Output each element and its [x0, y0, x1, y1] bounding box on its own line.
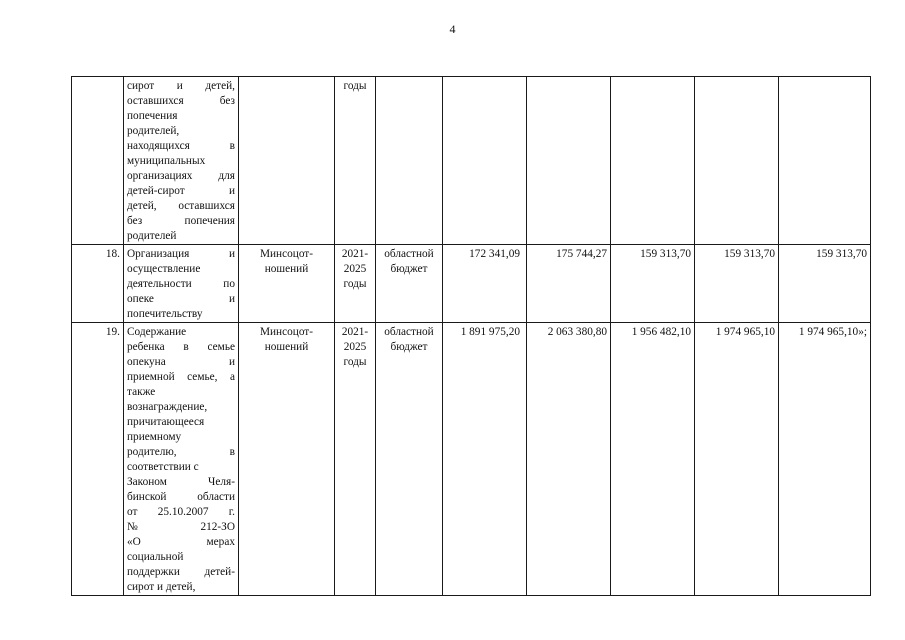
description-line: Законом Челя- [127, 476, 235, 488]
executor-line: Минсоцот- [259, 326, 314, 338]
description-line: причитающееся [127, 416, 205, 428]
description-line: попечения [127, 110, 178, 122]
table-row [72, 323, 871, 596]
amount-cell: 159 313,70 [611, 245, 695, 323]
description-line: родителей, [127, 125, 180, 137]
amount-cell [443, 77, 527, 245]
description-line: социальной [127, 551, 184, 563]
description-line: «О мерах [127, 536, 235, 548]
description-line: детей-сирот и [127, 185, 235, 197]
description-line: ребенка в семье [127, 341, 235, 353]
funding-source-line: бюджет [390, 263, 428, 275]
row-funding-source [376, 323, 443, 596]
executor-line: Минсоцот- [259, 248, 314, 260]
row-period [335, 245, 376, 323]
period-line: годы [343, 278, 367, 290]
description-line: опекуна и [127, 356, 235, 368]
row-description [124, 323, 239, 596]
description-line: родителю, в [127, 446, 235, 458]
amount-cell: 172 341,09 [443, 245, 527, 323]
description-line: деятельности по [127, 278, 235, 290]
description-line: Содержание [127, 326, 187, 338]
amount-cell: 175 744,27 [527, 245, 611, 323]
description-line: бинской области [127, 491, 235, 503]
description-line: приемной семье, а [127, 371, 235, 383]
description-line: осуществление [127, 263, 201, 275]
row-number: 19. [72, 323, 124, 596]
description-line: Организация и [127, 248, 235, 260]
page-number: 4 [449, 22, 456, 36]
funding-source-line: бюджет [390, 341, 428, 353]
funding-source-line: областной [384, 248, 434, 260]
executor-line: ношений [264, 341, 309, 353]
amount-cell: 1 974 965,10»; [779, 323, 871, 596]
row-funding-source [376, 245, 443, 323]
executor-line: ношений [264, 263, 309, 275]
row-number: 18. [72, 245, 124, 323]
row-executor [239, 245, 335, 323]
period-line: 2021- [341, 248, 369, 260]
description-line: попечительству [127, 308, 203, 320]
description-line: родителей [127, 230, 177, 242]
amount-cell: 159 313,70 [695, 245, 779, 323]
period-line: годы [343, 356, 367, 368]
description-line: находящихся в [127, 140, 235, 152]
row-funding-source [376, 77, 443, 245]
amount-cell: 159 313,70 [779, 245, 871, 323]
description-line: опеке и [127, 293, 235, 305]
amount-cell: 1 974 965,10 [695, 323, 779, 596]
period-line: 2025 [343, 341, 367, 353]
row-period [335, 77, 376, 245]
table-body [72, 77, 871, 596]
amount-cell: 2 063 380,80 [527, 323, 611, 596]
row-executor [239, 77, 335, 245]
amount-cell [611, 77, 695, 245]
description-line: организациях для [127, 170, 235, 182]
row-description [124, 245, 239, 323]
description-line: № 212-ЗО [127, 521, 235, 533]
description-line: сирот и детей, [127, 581, 196, 593]
description-line: сирот и детей, [127, 80, 235, 92]
funding-source-line: областной [384, 326, 434, 338]
description-line: соответствии с [127, 461, 199, 473]
description-line: от 25.10.2007 г. [127, 506, 235, 518]
amount-cell [527, 77, 611, 245]
description-line: без попечения [127, 215, 235, 227]
row-period [335, 323, 376, 596]
amount-cell: 1 956 482,10 [611, 323, 695, 596]
description-line: вознаграждение, [127, 401, 208, 413]
description-line: поддержки детей- [127, 566, 235, 578]
table-row [72, 245, 871, 323]
description-line: оставшихся без [127, 95, 235, 107]
description-line: муниципальных [127, 155, 206, 167]
table-row [72, 77, 871, 245]
row-description [124, 77, 239, 245]
amount-cell [695, 77, 779, 245]
description-line: детей, оставшихся [127, 200, 235, 212]
row-executor [239, 323, 335, 596]
row-number [72, 77, 124, 245]
program-table [71, 76, 871, 596]
amount-cell [779, 77, 871, 245]
period-line: 2025 [343, 263, 367, 275]
description-line: приемному [127, 431, 182, 443]
period-line: годы [343, 80, 367, 92]
amount-cell: 1 891 975,20 [443, 323, 527, 596]
period-line: 2021- [341, 326, 369, 338]
description-line: также [127, 386, 156, 398]
